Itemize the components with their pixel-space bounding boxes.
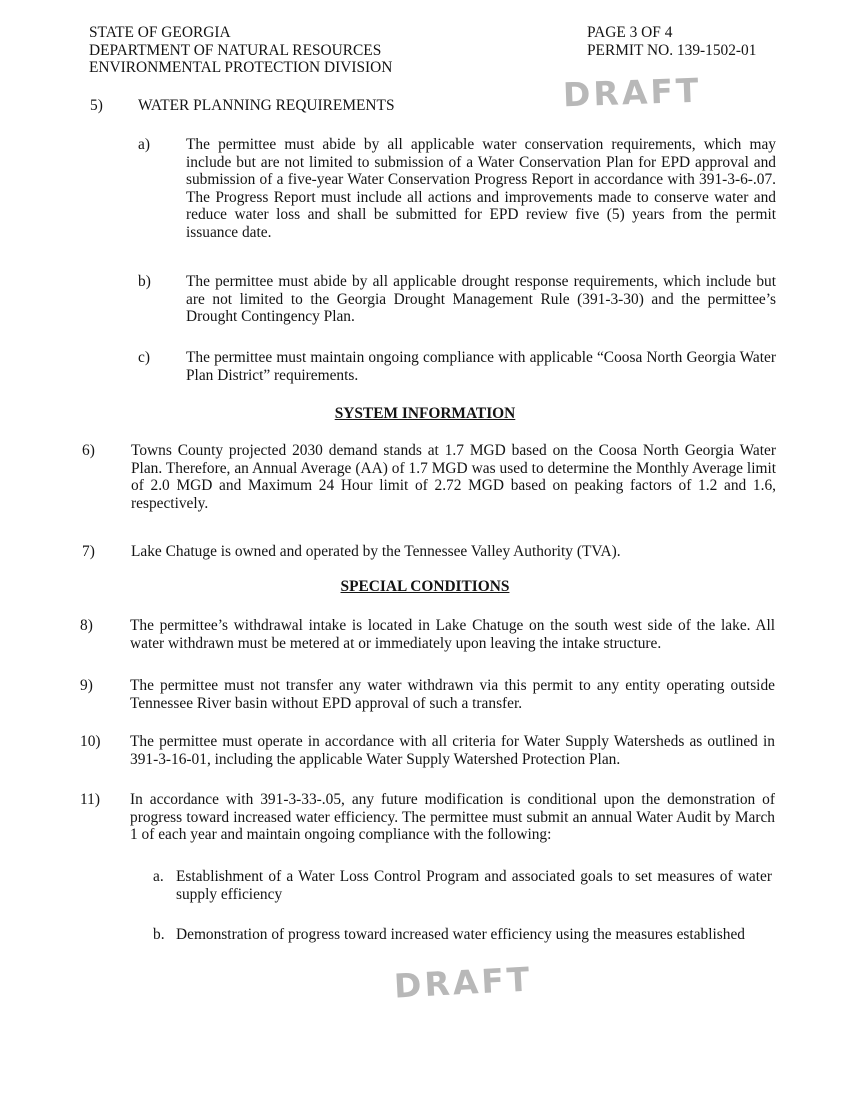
item-10-text: The permittee must operate in accordance with all criteria for Water Supply Watersheds as outlined in 391-3-16-01, including the applicable Water Supply Watershed Protection Plan. (130, 733, 775, 768)
item-6-text: Towns County projected 2030 demand stands at 1.7 MGD based on the Coosa North Georgia Water Plan. Therefore, an Annual Average (AA) of 1.7 MGD was used to determine the Monthly Average limit of 2.0 MGD and Maximum 24 Hour limit of 2.72 MGD based on peaking factors of 1.2 and 1.6, respectively. (131, 442, 776, 512)
permit-number: PERMIT NO. 139-1502-01 (587, 41, 757, 59)
item-5a-label: a) (138, 136, 150, 153)
item-11-number: 11) (80, 791, 100, 808)
item-9-number: 9) (80, 677, 93, 694)
item-10-number: 10) (80, 733, 101, 750)
subitem-b-text: Demonstration of progress toward increased water efficiency using the measures established (176, 926, 745, 943)
item-5a-text: The permittee must abide by all applicable water conservation requirements, which may include but are not limited to submission of a Water Conservation Plan for EPD approval and submission of a five-year Water Conservation Progress Report in accordance with 391-3-6-.07. The Progress Report must include all actions and improvements made to conserve water and reduce water loss and shall be submitted for EPD review five (5) years from the permit issuance date. (186, 136, 776, 241)
item-7-text: Lake Chatuge is owned and operated by the Tennessee Valley Authority (TVA). (131, 543, 621, 560)
item-5b-text: The permittee must abide by all applicable drought response requirements, which include but are not limited to the Georgia Drought Management Rule (391-3-30) and the permittee’s Drought Contingency Plan. (186, 273, 776, 325)
item-5c-text: The permittee must maintain ongoing compliance with applicable “Coosa North Georgia Water Plan District” requirements. (186, 349, 776, 384)
page-number: PAGE 3 OF 4 (587, 24, 673, 41)
item-8-text: The permittee’s withdrawal intake is located in Lake Chatuge on the south west side of the lake. All water withdrawn must be metered at or immediately upon leaving the intake structure. (130, 617, 775, 652)
system-information-heading: SYSTEM INFORMATION (334, 405, 516, 422)
subitem-a-label: a. (153, 868, 164, 885)
header-line-division: ENVIRONMENTAL PROTECTION DIVISION (89, 59, 393, 76)
agency-header (89, 24, 509, 77)
page-info (587, 24, 827, 59)
item-9-text: The permittee must not transfer any water withdrawn via this permit to any entity operating outside Tennessee River basin without EPD approval of such a transfer. (130, 677, 775, 712)
subitem-b-label: b. (153, 926, 165, 943)
header-line-state: STATE OF GEORGIA (89, 24, 231, 41)
section-5-title: WATER PLANNING REQUIREMENTS (138, 97, 395, 114)
item-11-text: In accordance with 391-3-33-.05, any future modification is conditional upon the demonstration of progress toward increased water efficiency. The permittee must submit an annual Water Audit by March 1 of each year and maintain ongoing compliance with the following: (130, 791, 775, 843)
item-7-number: 7) (82, 543, 95, 560)
draft-stamp-top: DRAFT (562, 70, 703, 115)
section-5-number: 5) (90, 97, 103, 114)
item-5b-label: b) (138, 273, 151, 290)
item-6-number: 6) (82, 442, 95, 459)
header-line-department: DEPARTMENT OF NATURAL RESOURCES (89, 41, 382, 59)
draft-stamp-bottom: DRAFT (393, 959, 534, 1006)
item-5c-label: c) (138, 349, 150, 366)
special-conditions-heading: SPECIAL CONDITIONS (340, 578, 510, 595)
item-8-number: 8) (80, 617, 93, 634)
subitem-a-text: Establishment of a Water Loss Control Program and associated goals to set measures of water supply efficiency (176, 868, 772, 903)
